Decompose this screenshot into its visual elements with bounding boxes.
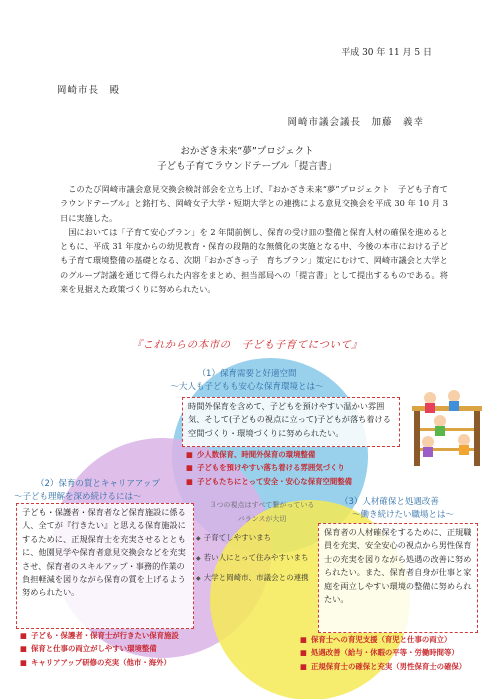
body-paragraph-1: このたび岡崎市議会意見交換会検討部会を立ち上げ、『おかざき未来“夢”プロジェクト 子ども子育てラウンドテーブル』と銘打ち、岡崎女子大学・短期大学との連携による意見交換会を平成 30 年 10 月 3 日に実施した。	[60, 184, 448, 223]
section3-bullets	[300, 633, 466, 673]
center-item-3: ◆ 大学と岡崎市、市議会との連携	[196, 568, 309, 588]
section3-bullet-3: ■ 正規保育士の確保と充実（男性保育士の確保）	[300, 660, 466, 673]
section3-bullet-1: ■ 保育士への育児支援（育児と仕事の両立）	[300, 633, 466, 646]
section2-bullet-2: ■ 保育と仕事の両立がしやすい環境整備	[20, 642, 179, 655]
project-title: おかざき未来“夢”プロジェクト	[180, 146, 314, 157]
center-note	[192, 500, 332, 525]
section1-bullets	[186, 448, 352, 488]
recipient: 岡崎市長 殿	[57, 85, 121, 96]
section2-bullets	[20, 629, 179, 669]
section2-bullet-3: ■ キャリアアップ研修の充実（他市・海外）	[20, 656, 179, 669]
document-title: 子ども子育てラウンドテーブル「提言書」	[157, 161, 337, 172]
section1-subtitle: ～大人も子どもも安心な保育環境とは～	[170, 382, 324, 392]
section1-title: （1）保育需要と好適空間	[197, 369, 297, 379]
center-note-2: バランスが大切	[237, 515, 287, 523]
center-item-1: ◆ 子育てしやすいまち	[196, 528, 309, 548]
section3-subtitle: ～働き続けたい職場とは～	[352, 510, 455, 520]
center-list	[196, 528, 309, 588]
section2-title: （2）保育の質とキャリアアップ	[36, 479, 160, 489]
children-playing-illustration	[408, 388, 486, 468]
section2-text: 子ども・保護者・保育者など保育施設に係る人、全てが『行きたい』と思える保育施設にするために、正規保育士を充実させるとともに、他園見学や保育者意見交換会などを充実させ、保育者のスキルアップ・事務的作業の負担軽減を図りながら保育の質を上げるよう努められたい。	[16, 503, 194, 629]
section1-bullet-2: ■ 子どもを預けやすい落ち着ける雰囲気づくり	[186, 461, 352, 474]
document-date: 平成 30 年 11 月 5 日	[341, 48, 432, 58]
sender: 岡崎市議会議長 加藤 義幸	[287, 117, 424, 128]
section3-text: 保育者の人材確保をするために、正規職員を充実、安全安心の視点から男性保育士の充実を図りながら処遇の改善に努められたい。また、保育者自身が仕事と家庭を両立しやすい環境の整備に努められたい。	[318, 523, 478, 633]
section2-subtitle: ～子ども理解を深め続けるには～	[14, 492, 142, 502]
section1-bullet-1: ■ 少人数保育、時間外保育の環境整備	[186, 448, 352, 461]
diagram-heading: 『これからの本市の 子ども子育てについて』	[131, 339, 363, 351]
center-item-2: ◆ 若い人にとって住みやすいまち	[196, 548, 309, 568]
body-paragraph-2: 国においては「子育て安心プラン」を 2 年間前倒し、保育の受け皿の整備と保育人材の確保を進めるとともに、平成 31 年度からの幼児教育・保育の段階的な無償化の実施となる中、今後の本市における子ども子育て環境整備の基礎となる、次期「おかざきっ子 育ちプラン」策定にむけて、岡崎市議会と大学とのグループ討議を通じて得られた内容をまとめ、担当部局への「提言書」として提出するものである。将来を見据えた政策づくりに努められたい。	[60, 226, 448, 295]
section3-title: （3）人材確保と処遇改善	[340, 497, 439, 507]
section3-bullet-2: ■ 処遇改善（給与・休暇の平等・労働時間等）	[300, 646, 466, 659]
center-note-1: ３つの視点はすべて繋がっている	[209, 501, 315, 509]
section1-bullet-3: ■ 子どもたちにとって安全・安心な保育空間整備	[186, 475, 352, 488]
section2-bullet-1: ■ 子ども・保護者・保育士が行きたい保育施設	[20, 629, 179, 642]
section1-text: 時間外保育を含めて、子どもを預けやすい温かい雰囲気、そして(子どもの視点に立って)子どもが落ち着ける空間づくり・環境づくりに努められたい。	[182, 397, 400, 447]
